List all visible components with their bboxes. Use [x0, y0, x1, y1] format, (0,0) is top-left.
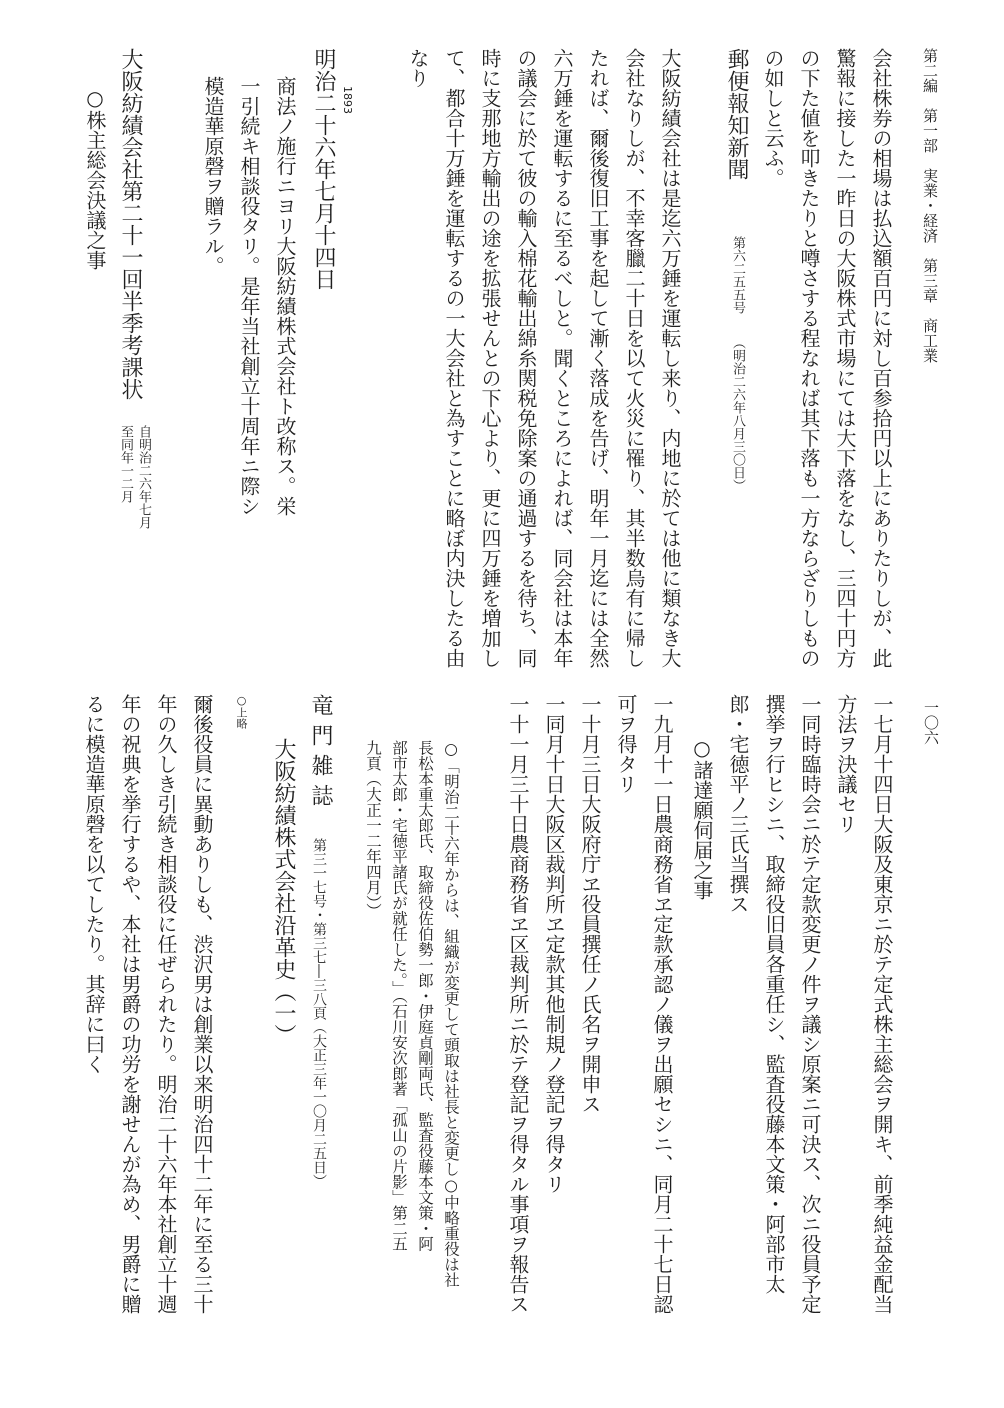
report-title: 大阪紡績会社第二十一回半季考課状: [118, 48, 143, 400]
magazine-issue: 第三一七号・第三七―三八頁（大正三年一〇月二五日）: [311, 838, 327, 1188]
magazine-title: 竜門雑誌: [308, 694, 333, 814]
petition-heading: ○諸達願伺届之事: [690, 736, 714, 900]
history-title: 大阪紡績株式会社沿革史（一）: [271, 738, 296, 1046]
year-note: 1893: [341, 86, 354, 114]
paragraph-shareholders-meeting: 一七月十四日大阪及東京ニ於テ定式株主総会ヲ開キ、前季純益金配当 方法ヲ決議セリ 一同時臨時会ニ於テ定款変更ノ件ヲ議シ原案ニ可決ス、次ニ役員予定 撰挙ヲ行ヒシニ、取締役旧員各重任シ、監査役藤本文策・阿部市太 郎・宅徳平ノ三氏当撰ス: [726, 694, 894, 1314]
quoted-note: ○「明治二十六年からは、組織が変更して頭取は社長と変更し○中略重役は社 長松本重太郎氏、取締役佐伯勢一郎・伊庭貞剛両氏、監査役藤本文策・阿 部市太郎・宅徳平諸氏が就任した。」（石川安次郎著「孤山の片影」第二五 九頁（大正一二年四月））: [364, 740, 460, 1288]
resolution-heading: ○株主総会決議之事: [83, 86, 107, 270]
newspaper-title: 郵便報知新聞: [724, 48, 749, 180]
report-period-from: 自明治二六年七月: [136, 425, 151, 529]
running-head: 第二編 第一部 実業・経済 第三章 商工業: [921, 48, 939, 363]
page-number: 一〇六: [922, 700, 940, 745]
newspaper-issue: 第六二五五号: [730, 236, 745, 314]
omission-mark: ○上略: [235, 694, 248, 729]
paragraph-anniversary: 爾後役員に異動ありしも、渋沢男は創業以来明治四十二年に至る三十 年の久しき引続き相談役に任ぜられたり。明治二十六年本社創立十週 年の祝典を挙行するや、本社は男爵の功労を謝せんが為め、男爵に贈 るに模造華原磬を以てしたり。其辞に曰く: [82, 694, 214, 1314]
paragraph-registrations: 一九月十一日農商務省ヱ定款承認ノ儀ヲ出願セシニ、同月二十七日認 可ヲ得タリ 一十月三日大阪府庁ヱ役員撰任ノ氏名ヲ開申ス 一同月十日大阪区裁判所ヱ定款其他制規ノ登記ヲ得タリ 一十一月三十日農商務省ヱ区裁判所ニ於テ登記ヲ得タル事項ヲ報告ス: [506, 694, 674, 1314]
newspaper-date: （明治二六年八月三〇日）: [730, 336, 745, 492]
paragraph-osaka-spinning: 大阪紡績会社は是迄六万錘を運転し来り、内地に於ては他に類なき大 会社なりしが、不幸客臘二十日を以て火災に罹り、其半数烏有に帰し たれば、爾後復旧工事を起して漸く落成を告げ、明年一月迄には全然 六万錘を運転するに至るべしと。聞くところによれば、同会社は本年 の議会に於て彼の輸入棉花輸出綿糸関税免除案の通過するを待ち、同 時に支那地方輸出の途を拡張せんとの下心より、更に四万錘を増加し て、都合十万錘を運転するの一大会社と為すことに略ぼ内決したる由 なり: [406, 48, 682, 668]
paragraph-company-rename: 商法ノ施行ニヨリ大阪紡績株式会社ト改称ス。栄 一引続キ相談役タリ。是年当社創立十周年ニ際シ 模造華原磬ヲ贈ラル。: [201, 76, 297, 516]
paragraph-stock-market: 会社株券の相場は払込額百円に対し百参拾円以上にありたりしが、此 驚報に接した一昨日の大阪株式市場にては大下落をなし、三四十円方 の下た値を叩きたりと噂さする程なれば其下落も一方ならざりしもの の如しと云ふ。: [761, 48, 893, 668]
date-line: 明治二十六年七月十四日: [311, 48, 336, 290]
report-period-to: 至同年一二月: [118, 425, 133, 503]
